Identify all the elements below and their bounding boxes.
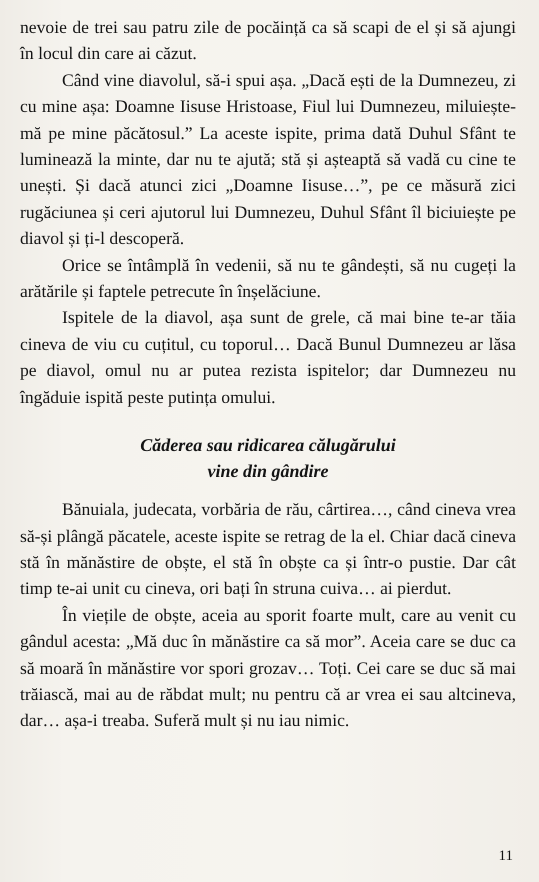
section-heading <box>20 432 516 484</box>
section-heading-line-2: vine din gândire <box>207 461 329 482</box>
page-body <box>20 14 516 734</box>
paragraph-temptations: Ispitele de la diavol, așa sunt de grele, că mai bine te-ar tăia cineva de viu cu cuțitul, cu toporul… Dacă Bunul Dumnezeu ar lăsa pe diavol, omul nu ar putea rezista ispitelor; dar Dumnezeu nu îngăduie ispită peste putința omului. <box>20 307 516 407</box>
section-heading-line-1: Căderea sau ridicarea călugărului <box>140 435 396 456</box>
paragraph-community-life: În viețile de obște, aceia au sporit foarte mult, care au venit cu gândul acesta: „Mă duc în mănăstire ca să mor”. Aceia care se duc ca să moară în mănăstire vor spori grozav… Toți. Cei care se duc să mai trăiască, mai au de răbdat mult; nu pentru că ar vrea ei sau altcineva, dar… așa-i treaba. Suferă mult și nu iau nimic. <box>20 604 516 731</box>
paragraph-visions: Orice se întâmplă în vedenii, să nu te gândești, să nu cugeți la arătările și faptele petrecute în înșelăciune. <box>20 254 516 302</box>
paragraph-suspicion: Bănuiala, judecata, vorbăria de rău, cârtirea…, când cineva vrea să-și plângă păcatele, aceste ispite se retrag de la el. Chiar dacă cineva stă în mănăstire de obște, el stă în obște ca și într-o pustie. Dar cât timp te-ai unit cu cineva, ori bați în struna cuiva… ai pierdut. <box>20 499 516 599</box>
paragraph-devil-prayer: Când vine diavolul, să-i spui așa. „Dacă ești de la Dumnezeu, zi cu mine așa: Doamne Iisuse Hristoase, Fiul lui Dumnezeu, miluiește-mă pe mine păcătosul.” La aceste ispite, prima dată Duhul Sfânt te luminează la minte, dar nu te ajută; stă și așteaptă să vadă cu cine te unești. Și dacă atunci zici „Doamne Iisuse…”, pe ce măsură zici rugăciunea și ceri ajutorul lui Dumnezeu, Duhul Sfânt îl biciuiește pe diavol și ți-l descoperă. <box>20 69 516 249</box>
paragraph-continued: nevoie de trei sau patru zile de pocăință ca să scapi de el și să ajungi în locul din care ai căzut. <box>20 17 516 64</box>
page-number: 11 <box>498 848 513 864</box>
